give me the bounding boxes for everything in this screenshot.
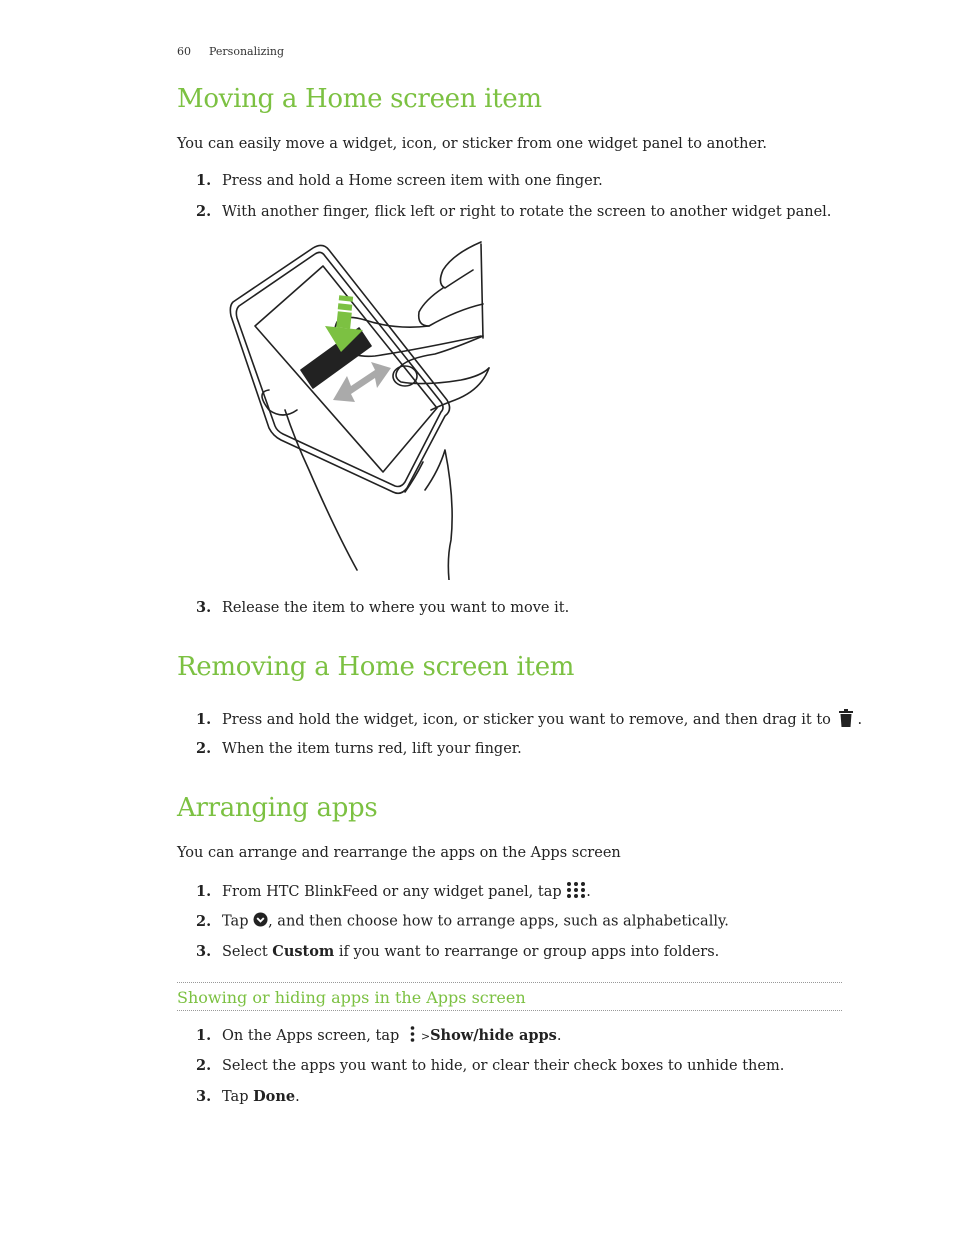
arranging-step-3	[196, 943, 719, 960]
step-text-end: .	[556, 1028, 562, 1044]
done-label: Done	[253, 1088, 296, 1105]
step-text: With another finger, flick left or right to rotate the screen to another widget panel.	[222, 204, 832, 220]
arranging-intro: You can arrange and rearrange the apps on the Apps screen	[177, 845, 621, 861]
step-text-end: .	[586, 884, 591, 900]
chevron-down-circle-icon	[253, 912, 268, 931]
section-rule-top	[177, 982, 842, 983]
moving-step-3	[196, 599, 569, 616]
removing-heading: Removing a Home screen item	[177, 652, 575, 682]
step-number: 1.	[196, 172, 212, 189]
more-vertical-icon	[410, 1026, 415, 1046]
moving-intro: You can easily move a widget, icon, or sticker from one widget panel to another.	[177, 136, 767, 152]
moving-step-1	[196, 172, 603, 189]
step-text-end: , and then choose how to arrange apps, such as alphabetically.	[268, 913, 729, 930]
step-text: Press and hold the widget, icon, or sticker you want to remove, and then drag it to	[222, 712, 831, 728]
moving-heading: Moving a Home screen item	[177, 84, 542, 114]
step-number: 2.	[196, 1057, 212, 1074]
step-number: 3.	[196, 1088, 212, 1105]
moving-step-2	[196, 203, 831, 220]
step-text-end: if you want to rearrange or group apps into folders.	[338, 944, 720, 960]
page-header	[177, 45, 284, 58]
step-text: On the Apps screen, tap	[222, 1028, 400, 1044]
arranging-heading: Arranging apps	[177, 793, 378, 823]
removing-step-2	[196, 740, 522, 757]
arranging-step-1	[196, 881, 591, 903]
step-text: Select the apps you want to hide, or clear their check boxes to unhide them.	[222, 1058, 785, 1074]
step-number: 1.	[196, 711, 212, 728]
step-number: 3.	[196, 943, 212, 960]
section-rule-bottom	[177, 1010, 842, 1011]
step-text: Release the item to where you want to move it.	[222, 600, 570, 616]
step-number: 1.	[196, 1027, 212, 1044]
show-hide-apps-label: Show/hide apps	[430, 1027, 557, 1044]
step-text: From HTC BlinkFeed or any widget panel, tap	[222, 884, 562, 900]
step-text-end: .	[295, 1089, 300, 1105]
page-number: 60	[177, 45, 191, 58]
step-text: Tap	[222, 1089, 249, 1105]
step-number: 3.	[196, 599, 212, 616]
step-text-end: .	[857, 712, 863, 728]
apps-grid-icon	[566, 881, 586, 903]
removing-step-1	[196, 709, 862, 731]
step-number: 1.	[196, 883, 212, 900]
menu-separator: >	[420, 1030, 431, 1043]
step-text: Tap	[222, 913, 249, 930]
step-number: 2.	[196, 912, 212, 930]
showing-heading: Showing or hiding apps in the Apps screen	[177, 988, 526, 1007]
step-text: When the item turns red, lift your finger.	[222, 741, 522, 757]
custom-label: Custom	[272, 943, 335, 960]
arranging-step-2	[196, 912, 729, 931]
hand-phone-illustration	[225, 240, 505, 580]
trash-icon	[839, 709, 853, 731]
showing-step-2	[196, 1057, 784, 1074]
step-number: 2.	[196, 740, 212, 757]
step-text: Press and hold a Home screen item with one finger.	[222, 173, 603, 189]
step-text: Select	[222, 944, 268, 960]
step-number: 2.	[196, 203, 212, 220]
showing-step-1	[196, 1026, 561, 1046]
section-name: Personalizing	[209, 45, 285, 58]
showing-step-3	[196, 1088, 300, 1105]
